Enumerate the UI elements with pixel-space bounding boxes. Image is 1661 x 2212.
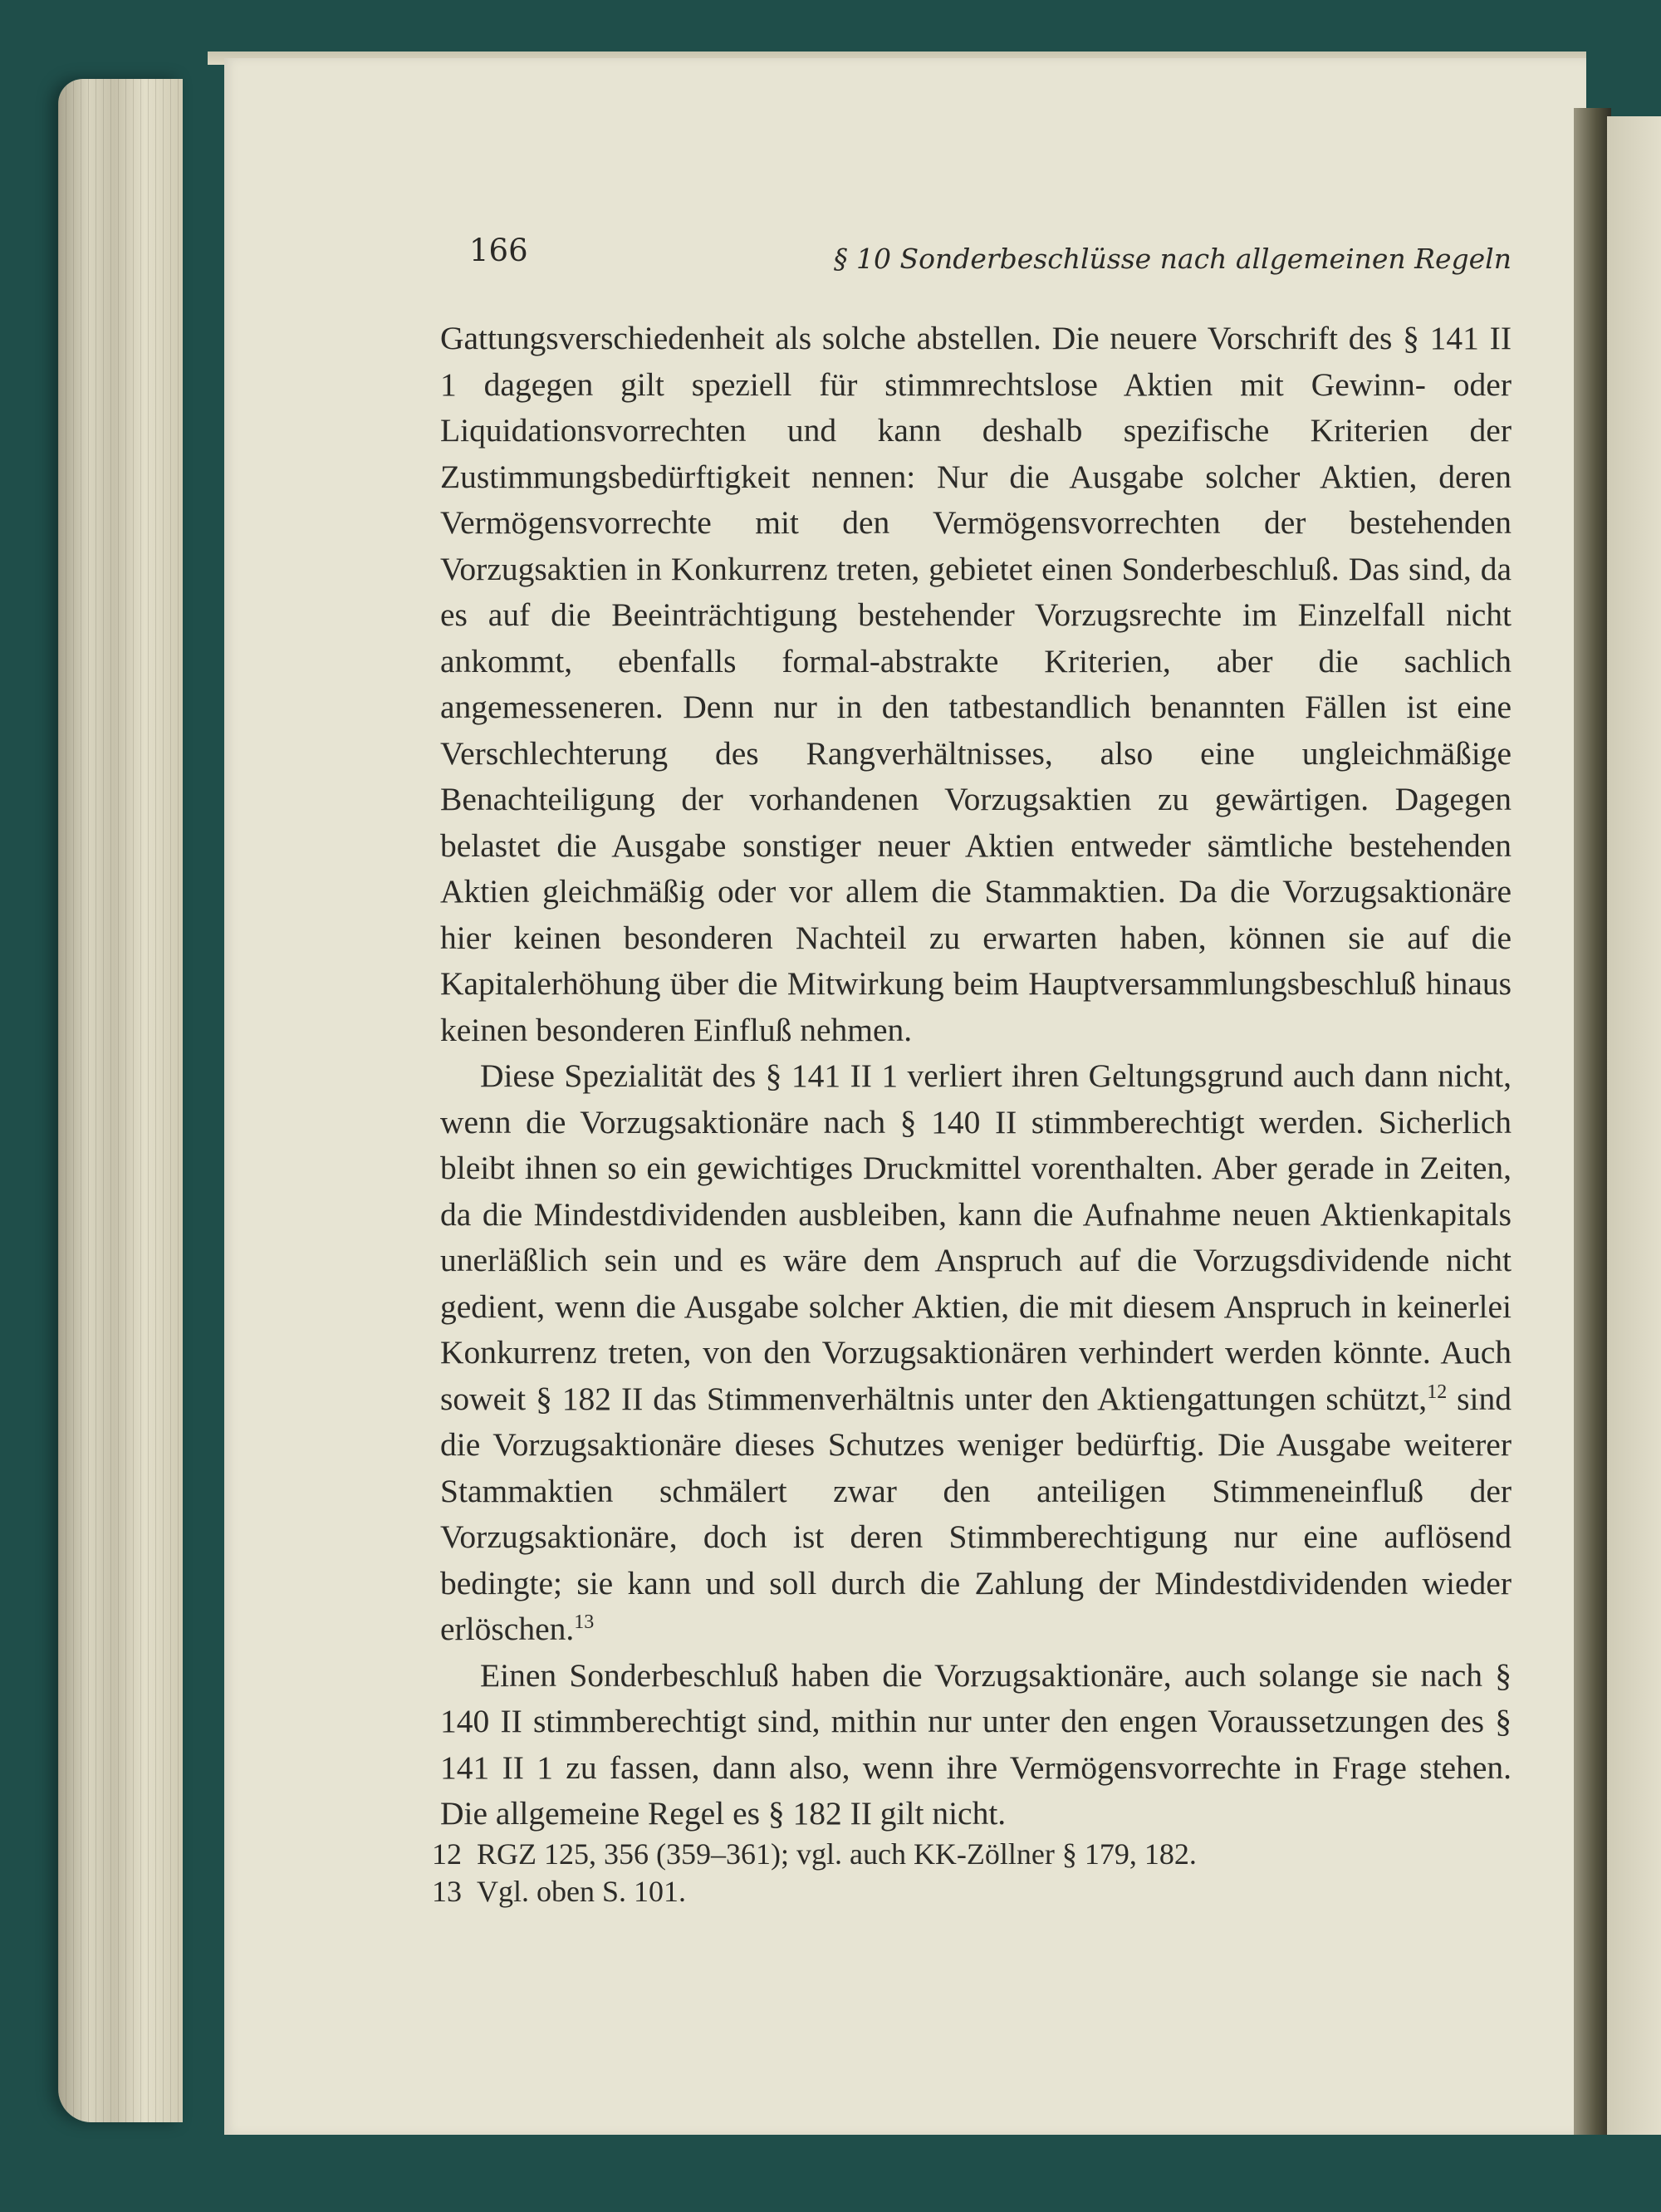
page-header [469, 233, 1512, 282]
page-number: 166 [469, 233, 528, 268]
paragraph-2 [440, 1053, 1512, 1653]
paragraph-2-part-b: sind die Vorzugsaktionäre dieses Schutzes weniger bedürftig. Die Ausgabe weiterer Stammaktien schmälert zwar den anteiligen Stimmeneinfluß der Vorzugsaktionäre, doch ist deren Stimmberechtigung nur eine auflösend bedingte; sie kann und soll durch die Zahlung der Mindestdividenden wieder erlöschen. [440, 1380, 1512, 1647]
paragraph-1: Gattungsverschiedenheit als solche abstellen. Die neuere Vorschrift des § 141 II 1 dagegen gilt speziell für stimmrechtslose Aktien mit Gewinn- oder Liquidationsvorrechten und kann deshalb spezifische Kriterien der Zustimmungsbedürftigkeit nennen: Nur die Ausgabe solcher Aktien, deren Vermögensvorrechte mit den Vermögensvorrechten der bestehenden Vorzugsaktien in Konkurrenz treten, gebietet einen Sonderbeschluß. Das sind, da es auf die Beeinträchtigung bestehender Vorzugsrechte im Einzelfall nicht ankommt, ebenfalls formal-abstrakte Kriterien, aber die sachlich angemesseneren. Denn nur in den tatbestandlich benannten Fällen ist eine Verschlechterung des Rangverhältnisses, also eine ungleichmäßige Benachteiligung der vorhandenen Vorzugsaktien zu gewärtigen. Dagegen belastet die Ausgabe sonstiger neuer Aktien entweder sämtliche bestehenden Aktien gleichmäßig oder vor allem die Stammaktien. Da die Vorzugsaktionäre hier keinen besonderen Nachteil zu erwarten haben, können sie auf die Kapitalerhöhung über die Mitwirkung beim Hauptversammlungsbeschluß hinaus keinen besonderen Einfluß nehmen. [440, 320, 1512, 1048]
footnote-number: 13 [432, 1875, 462, 1908]
footnote-ref-12: 12 [1427, 1381, 1448, 1403]
page-stack-edge [58, 79, 183, 2122]
facing-page-edge [1607, 116, 1661, 2135]
running-title: § 10 Sonderbeschlüsse nach allgemeinen Regeln [834, 243, 1512, 275]
footnote-12 [432, 1836, 1428, 1873]
paragraph-2-part-a: Diese Spezialität des § 141 II 1 verliert ihren Geltungsgrund auch dann nicht, wenn die Vorzugsaktionäre nach § 140 II stimmberechtigt werden. Sicherlich bleibt ihnen so ein gewichtiges Druckmittel vorenthalten. Aber gerade in Zeiten, da die Mindestdividenden ausbleiben, kann die Aufnahme neuen Aktienkapitals unerläßlich sein und es wäre dem Anspruch auf die Vorzugsdividende nicht gedient, wenn die Ausgabe solcher Aktien, die mit diesem Anspruch in keinerlei Konkurrenz treten, von den Vorzugsaktionären verhindert werden könnte. Auch soweit § 182 II das Stimmenverhältnis unter den Aktiengattungen schützt, [440, 1057, 1512, 1417]
footnotes [432, 1836, 1428, 1910]
footnote-text: RGZ 125, 356 (359–361); vgl. auch KK-Zöllner § 179, 182. [477, 1837, 1197, 1871]
footnote-ref-13: 13 [574, 1611, 595, 1633]
footnote-number: 12 [432, 1837, 462, 1871]
book-gutter [1574, 108, 1611, 2135]
body-text [440, 316, 1512, 1837]
footnote-text: Vgl. oben S. 101. [477, 1875, 686, 1908]
paragraph-3: Einen Sonderbeschluß haben die Vorzugsaktionäre, auch solange sie nach § 140 II stimmberechtigt sind, mithin nur unter den engen Voraussetzungen des § 141 II 1 zu fassen, dann also, wenn ihre Vermögensvorrechte in Frage stehen. Die allgemeine Regel es § 182 II gilt nicht. [440, 1656, 1512, 1832]
footnote-13 [432, 1873, 1428, 1910]
